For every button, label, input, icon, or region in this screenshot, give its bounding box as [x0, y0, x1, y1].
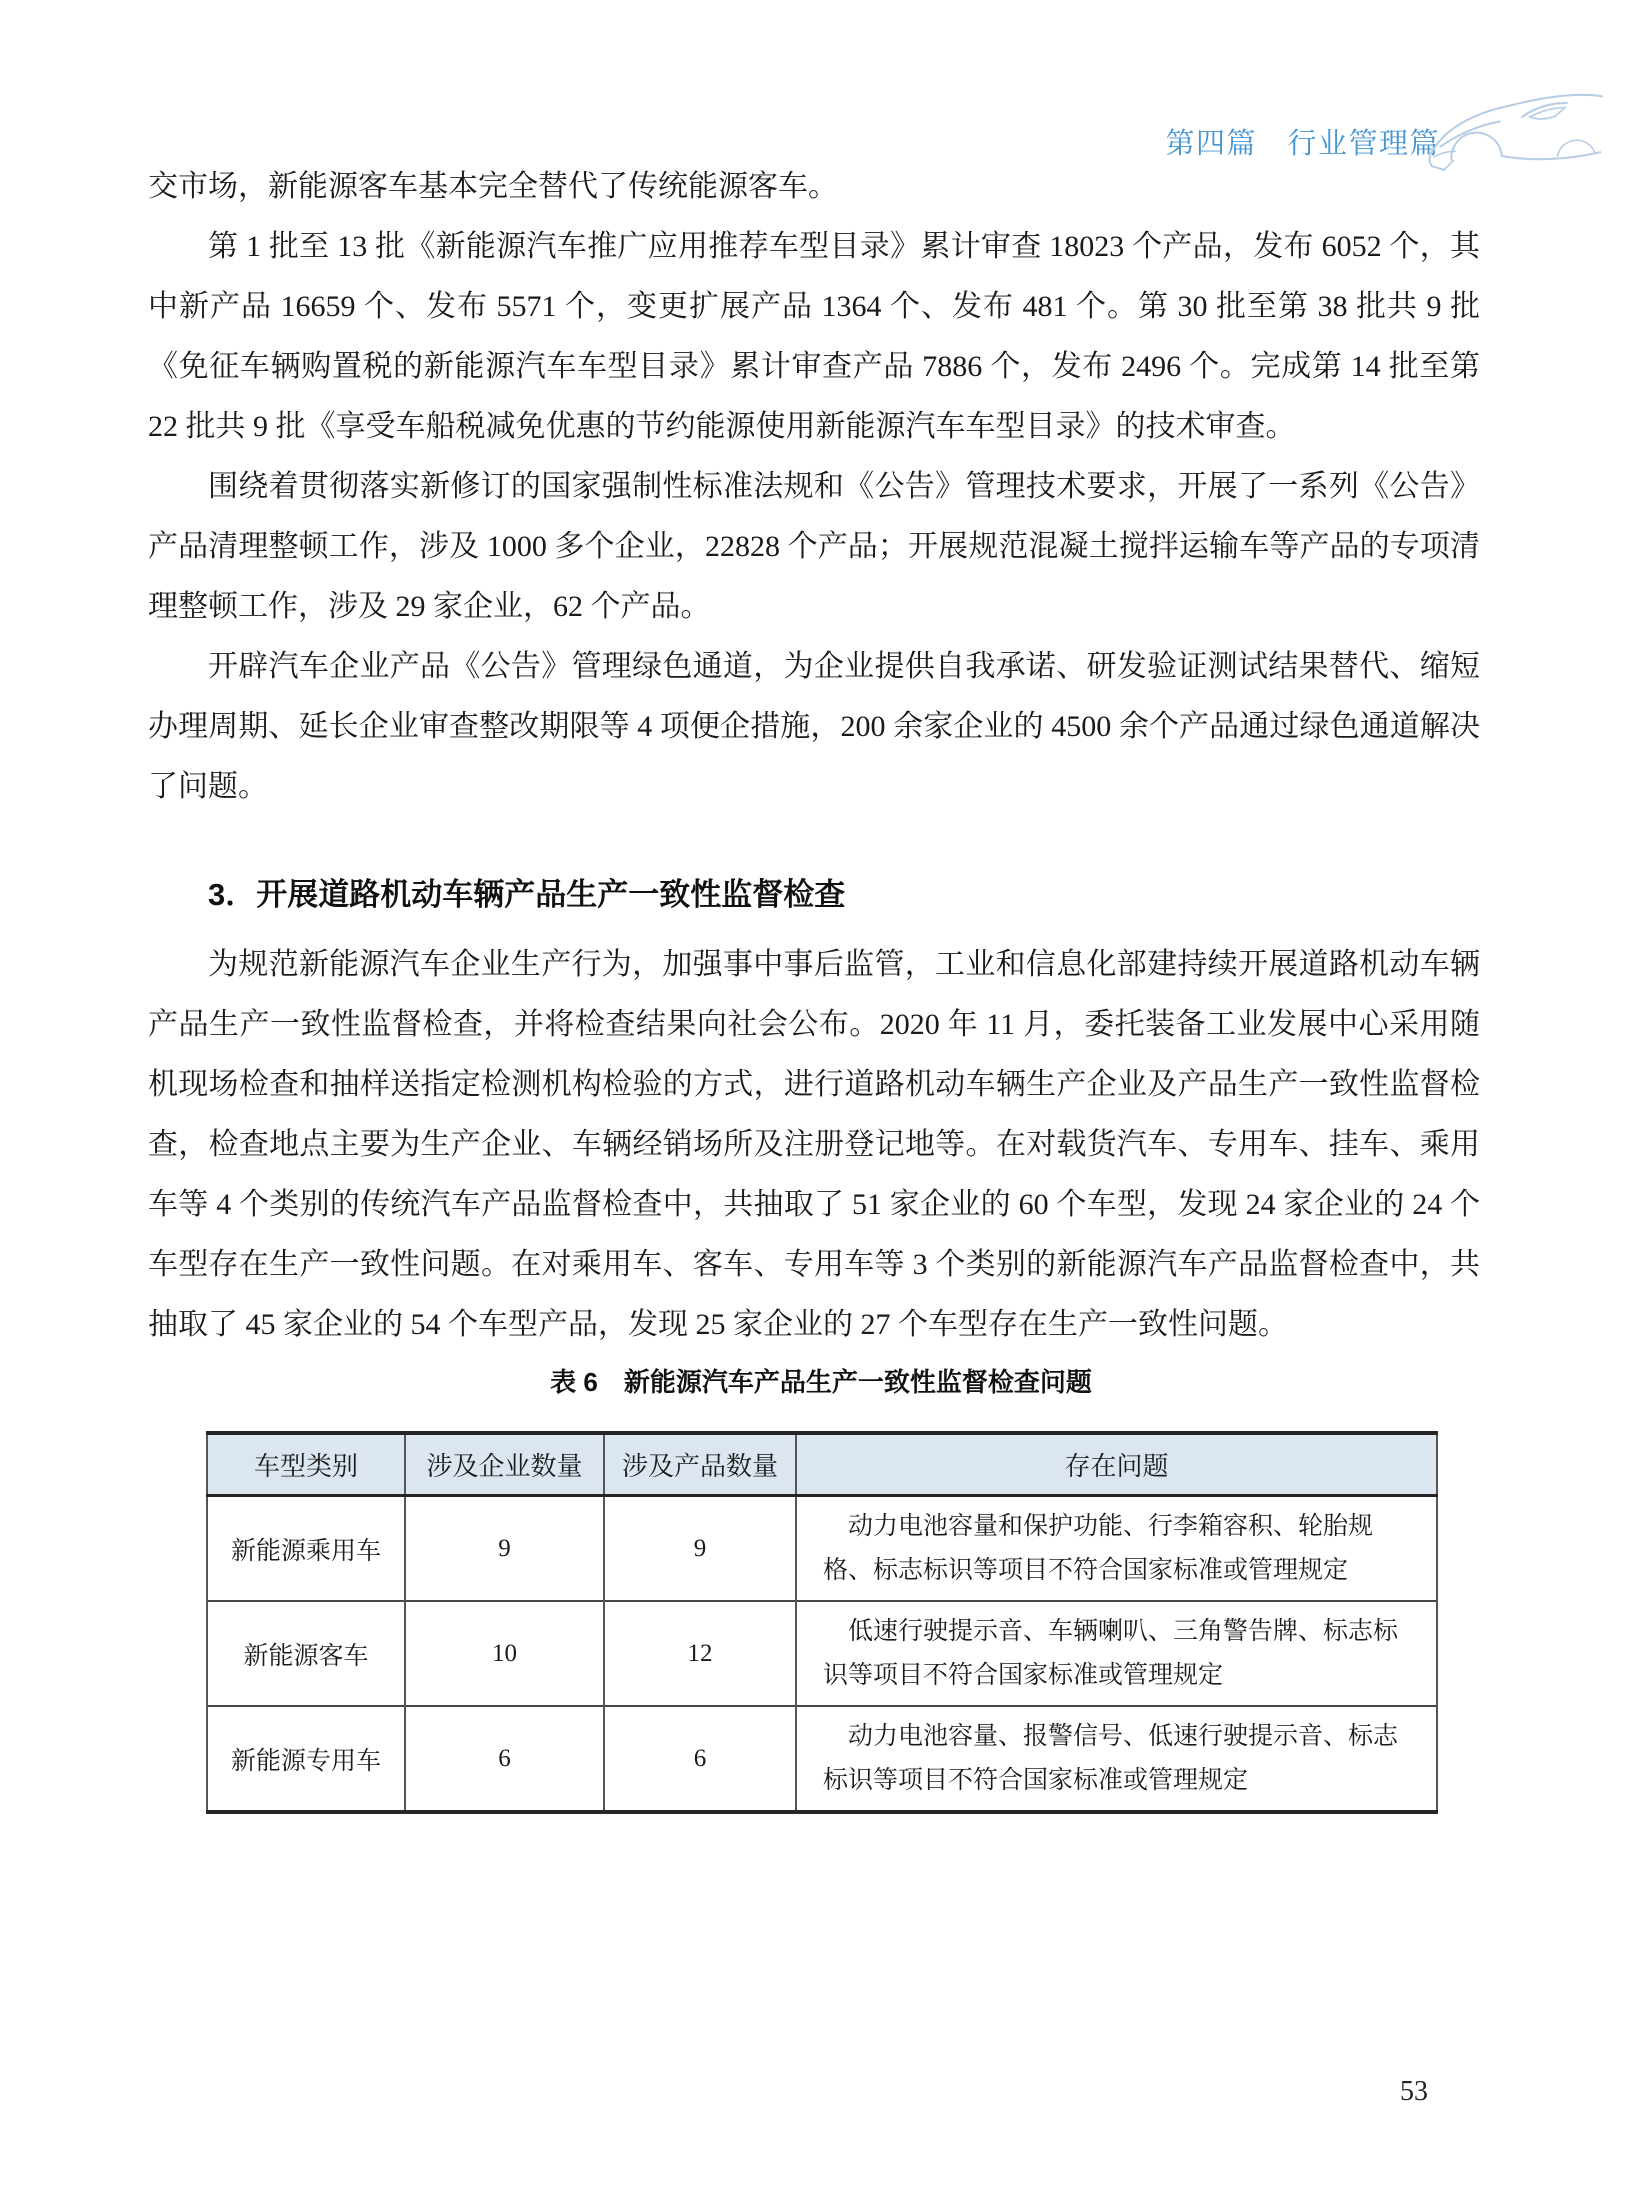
col-header-products-involved: 涉及产品数量	[604, 1433, 796, 1496]
table-header-row	[207, 1433, 1437, 1496]
cell-issues: 动力电池容量和保护功能、行李箱容积、轮胎规格、标志标识等项目不符合国家标准或管理规定	[796, 1496, 1437, 1602]
table-row-special-vehicles	[207, 1706, 1437, 1812]
inspection-results-table	[206, 1431, 1438, 1814]
cell-products: 12	[604, 1601, 796, 1706]
cell-companies: 9	[405, 1496, 604, 1602]
paragraph-supervision: 为规范新能源汽车企业生产行为，加强事中事后监管，工业和信息化部建持续开展道路机动车辆产品生产一致性监督检查，并将检查结果向社会公布。2020 年 11 月，委托装备工业发展中心采用随机现场检查和抽样送指定检测机构检验的方式，进行道路机动车辆生产企业及产品生产一致性监督检查，检查地点主要为生产企业、车辆经销场所及注册登记地等。在对载货汽车、专用车、挂车、乘用车等 4 个类别的传统汽车产品监督检查中，共抽取了 51 家企业的 60 个车型，发现 24 家企业的 24 个车型存在生产一致性问题。在对乘用车、客车、专用车等 3 个类别的新能源汽车产品监督检查中，共抽取了 45 家企业的 54 个车型产品，发现 25 家企业的 27 个车型存在生产一致性问题。	[148, 948, 1480, 1341]
table-caption: 表 6 新能源汽车产品生产一致性监督检查问题	[550, 1367, 1092, 1397]
col-header-issues-found: 存在问题	[796, 1433, 1437, 1496]
paragraph-cleanup: 围绕着贯彻落实新修订的国家强制性标准法规和《公告》管理技术要求，开展了一系列《公告》产品清理整顿工作，涉及 1000 多个企业，22828 个产品；开展规范混凝土搅拌运输车等产品的专项清理整顿工作，涉及 29 家企业，62 个产品。	[148, 470, 1480, 623]
paragraph-green-channel: 开辟汽车企业产品《公告》管理绿色通道，为企业提供自我承诺、研发验证测试结果替代、缩短办理周期、延长企业审查整改期限等 4 项便企措施，200 余家企业的 4500 余个产品通过绿色通道解决了问题。	[148, 650, 1480, 803]
cell-issues: 低速行驶提示音、车辆喇叭、三角警告牌、标志标识等项目不符合国家标准或管理规定	[796, 1601, 1437, 1706]
table-row-buses	[207, 1601, 1437, 1706]
paragraph-catalogues: 第 1 批至 13 批《新能源汽车推广应用推荐车型目录》累计审查 18023 个产品，发布 6052 个，其中新产品 16659 个、发布 5571 个，变更扩展产品 1364 个、发布 481 个。第 30 批至第 38 批共 9 批《免征车辆购置税的新能源汽车车型目录》累计审查产品 7886 个，发布 2496 个。完成第 14 批至第 22 批共 9 批《享受车船税减免优惠的节约能源使用新能源汽车车型目录》的技术审查。	[148, 230, 1480, 443]
col-header-companies-involved: 涉及企业数量	[405, 1433, 604, 1496]
page-number: 53	[1400, 2076, 1428, 2107]
paragraph-continuation: 交市场，新能源客车基本完全替代了传统能源客车。	[148, 170, 838, 203]
cell-products: 6	[604, 1706, 796, 1812]
cell-products: 9	[604, 1496, 796, 1602]
cell-category: 新能源客车	[207, 1601, 405, 1706]
cell-issues: 动力电池容量、报警信号、低速行驶提示音、标志标识等项目不符合国家标准或管理规定	[796, 1706, 1437, 1812]
col-header-vehicle-category: 车型类别	[207, 1433, 405, 1496]
page-content	[148, 157, 1480, 1814]
cell-category: 新能源乘用车	[207, 1496, 405, 1602]
table-row-passenger-vehicles	[207, 1496, 1437, 1602]
cell-companies: 10	[405, 1601, 604, 1706]
cell-category: 新能源专用车	[207, 1706, 405, 1812]
chapter-header-title: 第四篇 行业管理篇	[1165, 128, 1440, 160]
section-heading: 3．开展道路机动车辆产品生产一致性监督检查	[208, 877, 846, 912]
cell-companies: 6	[405, 1706, 604, 1812]
